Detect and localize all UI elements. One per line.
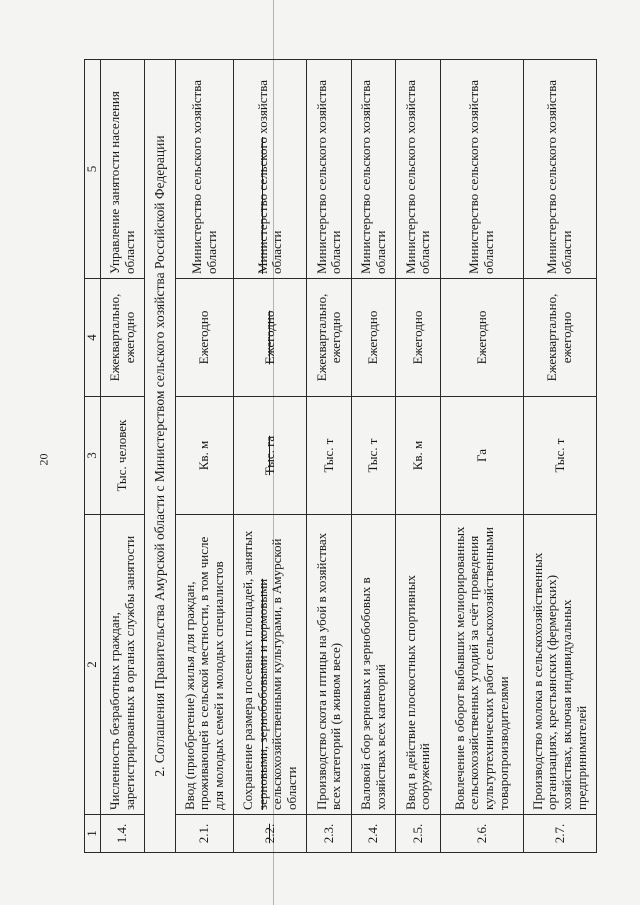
row-description: Численность безработных граждан, зарегистрированных в органах службы занятости	[100, 515, 145, 815]
row-number: 2.1.	[175, 815, 234, 853]
row-responsible: Министерство сельского хозяйства области	[307, 60, 352, 279]
row-description	[234, 515, 307, 815]
row-unit: Кв. м	[396, 397, 441, 515]
row-number: 2.7.	[523, 815, 596, 853]
table-row-2-4	[351, 60, 396, 853]
row-unit: Тыс. га	[234, 397, 307, 515]
row-number: 2.5.	[396, 815, 441, 853]
row-description: Вовлечение в оборот выбывших мелиорированных сельскохозяйственных угодий за счёт проведения культуртехнических работ сельскохозяйственными товаропроизводителями	[440, 515, 523, 815]
row-responsible	[234, 60, 307, 279]
row-responsible: Министерство сельского хозяйства области	[351, 60, 396, 279]
row-responsible: Министерство сельского хозяйства области	[396, 60, 441, 279]
table-row-1-4	[100, 60, 145, 853]
indicators-table-rotated	[84, 60, 597, 853]
row-number: 2.2.	[234, 815, 307, 853]
row-responsible: Министерство сельского хозяйства области	[440, 60, 523, 279]
row-description: Ввод в действие плоскостных спортивных сооружений	[396, 515, 441, 815]
row-number: 2.3.	[307, 815, 352, 853]
row-description: Валовой сбор зерновых и зернобобовых в хозяйствах всех категорий	[351, 515, 396, 815]
header-col-4: 4	[85, 279, 101, 397]
section-title: 2. Соглашения Правительства Амурской области с Министерством сельского хозяйства Российской Федерации	[145, 60, 175, 853]
row-frequency: Ежеквартально, ежегодно	[307, 279, 352, 397]
header-col-1: 1	[85, 815, 101, 853]
section-2-heading	[145, 60, 175, 853]
row-responsible: Министерство сельского хозяйства области	[175, 60, 234, 279]
row-description-part-3: сельскохозяйственными культурами, в Амурской области	[269, 538, 299, 810]
header-row	[85, 60, 101, 853]
header-col-5: 5	[85, 60, 101, 279]
page-number: 20	[36, 453, 51, 466]
row-description: Производство молока в сельскохозяйственных организациях, крестьянских (фермерских) хозяйствах, включая индивидуальных предпринимателей	[523, 515, 596, 815]
row-frequency: Ежегодно	[175, 279, 234, 397]
table-row-2-3	[307, 60, 352, 853]
header-col-2: 2	[85, 515, 101, 815]
row-frequency: Ежеквартально, ежегодно	[100, 279, 145, 397]
row-unit: Кв. м	[175, 397, 234, 515]
indicators-table	[84, 59, 597, 853]
row-frequency: Ежеквартально, ежегодно	[523, 279, 596, 397]
row-responsible: Управление занятости населения области	[100, 60, 145, 279]
row-description-struck: зерновыми, зернобобовыми и кормовыми	[254, 578, 270, 810]
table-row-2-2	[234, 60, 307, 853]
row-unit: Тыс. человек	[100, 397, 145, 515]
row-unit: Тыс. т	[351, 397, 396, 515]
row-description: Производство скота и птицы на убой в хозяйствах всех категорий (в живом весе)	[307, 515, 352, 815]
table-row-2-7	[523, 60, 596, 853]
row-number: 2.4.	[351, 815, 396, 853]
row-number: 1.4.	[100, 815, 145, 853]
table-row-2-6	[440, 60, 523, 853]
row-unit: Тыс. т	[523, 397, 596, 515]
row-frequency: Ежегодно	[440, 279, 523, 397]
row-frequency: Ежегодно	[351, 279, 396, 397]
row-frequency: Ежегодно	[234, 279, 307, 397]
row-frequency: Ежегодно	[396, 279, 441, 397]
row-responsible-struck: Министерство сельского	[254, 137, 270, 274]
table-row-2-1	[175, 60, 234, 853]
header-col-3: 3	[85, 397, 101, 515]
row-responsible: Министерство сельского хозяйства области	[523, 60, 596, 279]
row-number: 2.6.	[440, 815, 523, 853]
table-row-2-5	[396, 60, 441, 853]
row-description-part-1: Сохранение размера посевных площадей, занятых	[240, 530, 256, 810]
row-description: Ввод (приобретение) жилья для граждан, проживающей в сельской местности, в том числе для молодых семей и молодых специалистов	[175, 515, 234, 815]
row-unit: Тыс. т	[307, 397, 352, 515]
row-responsible-rest: хозяйства области	[254, 80, 285, 274]
row-unit: Га	[440, 397, 523, 515]
